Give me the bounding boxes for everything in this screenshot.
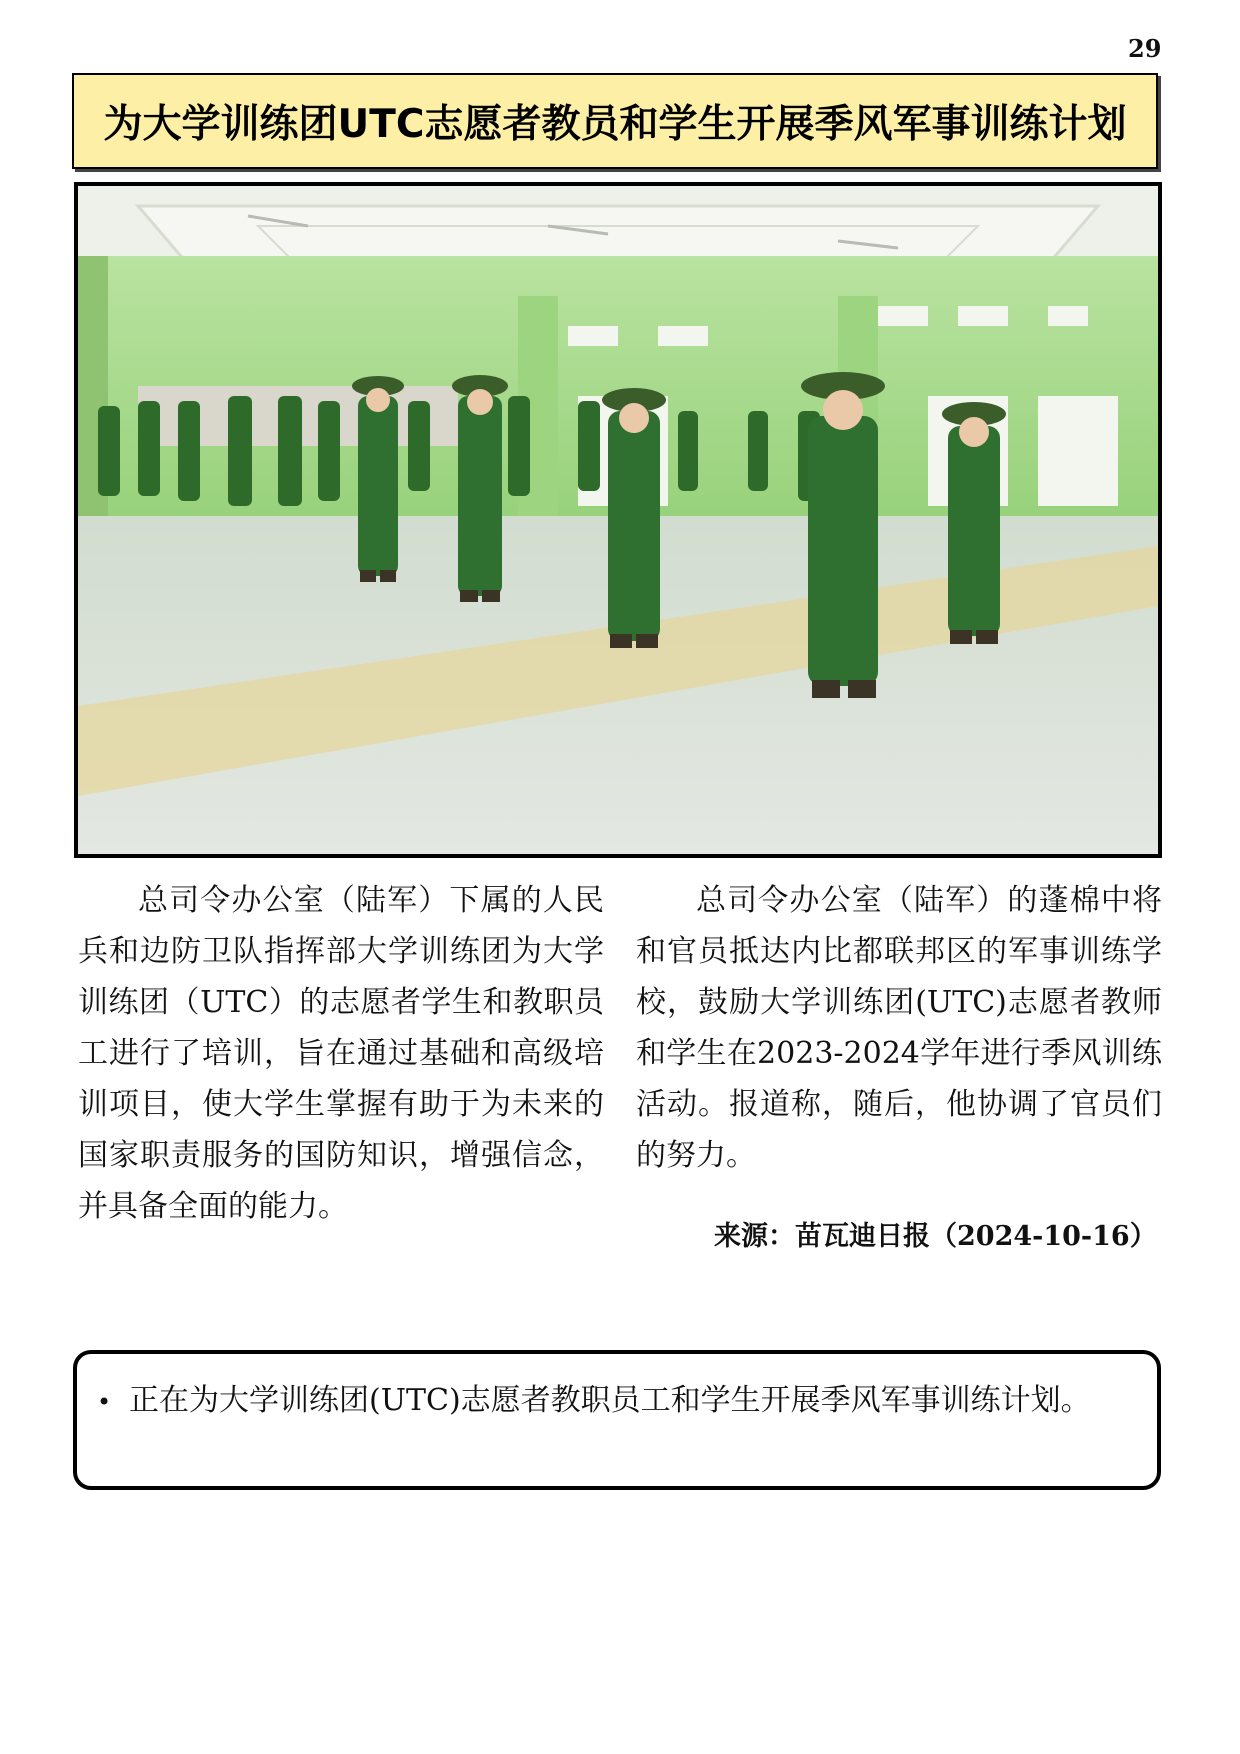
highlight-box <box>73 1350 1161 1490</box>
article-column-left <box>78 875 604 1232</box>
news-photo <box>74 182 1162 858</box>
bullet-icon: • <box>97 1388 112 1416</box>
page-number: 29 <box>1128 34 1162 63</box>
page-title: 为大学训练团UTC志愿者教员和学生开展季风军事训练计划 <box>103 102 1127 147</box>
title-banner <box>72 73 1158 169</box>
article-paragraph-right: 总司令办公室（陆军）的蓬棉中将和官员抵达内比都联邦区的军事训练学校，鼓励大学训练团(UTC)志愿者教师和学生在2023-2024学年进行季风训练活动。报道称，随后，他协调了官员们的努力。 <box>636 883 1162 1173</box>
highlight-text: 正在为大学训练团(UTC)志愿者教职员工和学生开展季风军事训练计划。 <box>129 1383 1091 1418</box>
article-column-right <box>636 875 1162 1181</box>
training-hall-photo <box>78 186 1158 854</box>
source-line: 来源：苗瓦迪日报（2024-10-16） <box>714 1221 1157 1252</box>
article-paragraph-left: 总司令办公室（陆军）下属的人民兵和边防卫队指挥部大学训练团为大学训练团（UTC）的志愿者学生和教职员工进行了培训，旨在通过基础和高级培训项目，使大学生掌握有助于为未来的国家职责服务的国防知识，增强信念，并具备全面的能力。 <box>78 883 604 1224</box>
